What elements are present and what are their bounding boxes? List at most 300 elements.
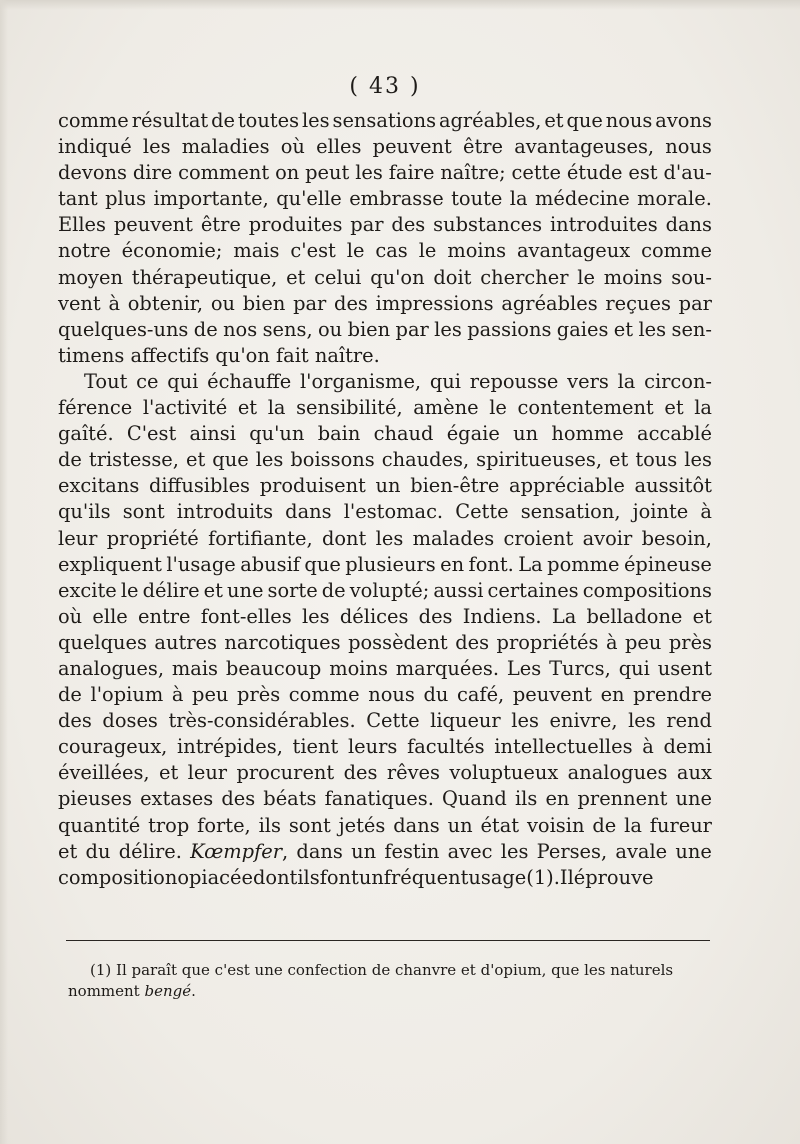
word: plus [105, 187, 147, 211]
word: la [509, 187, 528, 211]
word: rêves [386, 761, 440, 785]
word: aussi [433, 578, 484, 602]
word: moins [603, 265, 663, 289]
word: la [624, 813, 642, 837]
word: la [267, 396, 286, 420]
word: de [211, 109, 235, 132]
word: près [237, 683, 281, 707]
word: et [692, 604, 712, 628]
word: et [185, 448, 206, 472]
word: chaudes, [381, 448, 470, 472]
footnote-term: bengé [144, 982, 192, 1000]
word: en [600, 683, 625, 707]
text-line [58, 760, 712, 786]
word: comme [58, 109, 129, 132]
word: par [678, 291, 712, 315]
word: le [418, 239, 437, 263]
word: férence [58, 396, 133, 420]
text-line [58, 813, 712, 839]
word: une [675, 787, 712, 811]
word: repousse [469, 369, 559, 393]
word: fortifiante, [208, 526, 313, 550]
word: prendre [633, 683, 712, 707]
word: accablé [637, 422, 712, 446]
word: qui [618, 656, 650, 680]
word: tient [292, 735, 339, 759]
word: toute [451, 187, 503, 211]
word: jetés [338, 813, 386, 837]
word: économie; [121, 239, 223, 263]
word: nous [368, 683, 415, 707]
word: chaud [373, 422, 434, 446]
word: le [120, 578, 139, 602]
word: Kœmpfer, [190, 839, 289, 863]
word: l'estomac. [343, 500, 444, 524]
word: de [58, 448, 82, 472]
word: l'organisme, [299, 369, 422, 393]
text-line [58, 786, 712, 812]
word: amène [413, 396, 479, 420]
word: importante, [153, 187, 269, 211]
word: obtenir, [127, 291, 204, 315]
word: usent [657, 656, 712, 680]
word: et [664, 396, 684, 420]
word: propriétés [496, 630, 599, 654]
word: nous [665, 135, 712, 159]
word: Cette [366, 709, 420, 733]
word: café, [456, 683, 505, 707]
word: malades [412, 526, 495, 550]
word: enivre, [549, 709, 618, 733]
word: étude [566, 161, 623, 185]
word: bien [347, 317, 391, 341]
word: certaines [487, 578, 579, 602]
word: moins [329, 656, 388, 680]
word: par [395, 317, 429, 341]
word: épineuse [623, 552, 712, 576]
text-line [58, 395, 712, 421]
word: tristesse, [88, 448, 179, 472]
footnote-separator [66, 940, 710, 941]
word: pieuses [58, 787, 132, 811]
word: et [158, 761, 179, 785]
word: La [518, 552, 543, 576]
word: expliquent [58, 552, 162, 576]
word: par [350, 213, 384, 237]
word: procurent [236, 761, 335, 785]
word: des [58, 709, 92, 733]
word: médecine [534, 187, 630, 211]
word: Tout [84, 369, 128, 393]
word: peuvent [113, 213, 193, 237]
word: passions [467, 317, 552, 341]
word: nos [223, 317, 258, 341]
word: une [675, 839, 712, 863]
word: et [609, 448, 629, 472]
word: ainsi [189, 422, 236, 446]
word: qu'un [249, 422, 305, 446]
word: être [200, 213, 241, 237]
word: C'est [126, 422, 177, 446]
word: dont [321, 526, 367, 550]
text-line [58, 526, 712, 552]
text-line-last [58, 865, 712, 891]
word: diffusibles [148, 474, 251, 498]
word: quantité [58, 813, 141, 837]
word: égaie [446, 422, 500, 446]
word: l'usage [166, 552, 236, 576]
word: demi [663, 735, 712, 759]
word: délire [142, 578, 200, 602]
word: spiritueuses, [476, 448, 602, 472]
word: et [613, 317, 634, 341]
word: les [628, 709, 656, 733]
person-name: Kœmpfer [190, 839, 282, 863]
text-line-content: timens affectifs qu'on fait naître. [58, 343, 380, 367]
footnote-line-2 [68, 981, 712, 1002]
body-text [58, 108, 712, 891]
word: les [434, 317, 462, 341]
word: peuvent [512, 683, 592, 707]
word: nous [605, 109, 653, 132]
word: forte, [197, 813, 251, 837]
word: substances [433, 213, 543, 237]
word: que [304, 552, 341, 576]
word: excite [58, 578, 117, 602]
word: possèdent [348, 630, 448, 654]
word: voisin [526, 813, 585, 837]
word: avec [447, 839, 493, 863]
word: doses [102, 709, 158, 733]
word: ils [258, 813, 281, 837]
word: très-considérables. [168, 709, 356, 733]
word: beaucoup [225, 656, 322, 680]
word: extases [140, 787, 214, 811]
word: comment [178, 161, 270, 185]
word: sont [122, 500, 165, 524]
word: avale [615, 839, 668, 863]
word: abusif [240, 552, 300, 576]
word: moyen [58, 265, 123, 289]
text-line [58, 160, 712, 186]
word: liqueur [430, 709, 501, 733]
word: facultés [407, 735, 485, 759]
word: les [301, 109, 330, 132]
word: comme [641, 239, 712, 263]
word: les [500, 839, 529, 863]
word: sou- [671, 265, 712, 289]
word: courageux, [58, 735, 168, 759]
text-line [58, 186, 712, 212]
word: bien-être [410, 474, 500, 498]
word: peuvent [372, 135, 452, 159]
word: qu'on [370, 265, 425, 289]
word: échauffe [207, 369, 292, 393]
word: devons [58, 161, 127, 185]
text-line [58, 369, 712, 395]
word: entre [138, 604, 191, 628]
word: voluptueux [449, 761, 559, 785]
word: fanatiques. [324, 787, 434, 811]
word: Les [506, 656, 542, 680]
word: boissons [290, 448, 375, 472]
text-line [58, 839, 712, 865]
word: vent [58, 291, 101, 315]
text-line [58, 317, 712, 343]
word: un [513, 422, 539, 446]
word: Perses, [536, 839, 608, 863]
word: les [375, 526, 404, 550]
footnote-suffix: . [191, 982, 196, 1000]
word: prennent [577, 787, 668, 811]
word: tant [58, 187, 98, 211]
word: introduits [176, 500, 274, 524]
word: qui [429, 369, 461, 393]
word: bien [242, 291, 286, 315]
word: fureur [649, 813, 712, 837]
word: produisent [259, 474, 366, 498]
word: intrépides, [177, 735, 283, 759]
word: reçues [605, 291, 671, 315]
text-line [58, 108, 712, 134]
word: d'au- [663, 161, 712, 185]
word: avantageux [516, 239, 631, 263]
word: leur [187, 761, 228, 785]
text-line [58, 656, 712, 682]
text-line [58, 708, 712, 734]
word: où [280, 135, 305, 159]
word: sensations [332, 109, 437, 132]
word: ou [318, 317, 343, 341]
text-line [58, 682, 712, 708]
word: quelques-uns [58, 317, 189, 341]
word: homme [551, 422, 624, 446]
word: la [694, 396, 712, 420]
word: sont [288, 813, 331, 837]
word: plusieurs [345, 552, 436, 576]
word: avoir [582, 526, 633, 550]
word: de [321, 578, 346, 602]
word: les [301, 604, 330, 628]
word: peu [625, 630, 662, 654]
word: à [108, 291, 121, 315]
text-line [58, 265, 712, 291]
word: jointe [632, 500, 689, 524]
page-top-shadow [0, 0, 800, 10]
word: des [334, 291, 368, 315]
footnote [68, 960, 712, 1002]
word: des [455, 630, 490, 654]
word: de [58, 683, 82, 707]
word: une [227, 578, 264, 602]
word: Quand [442, 787, 507, 811]
word: agréables [501, 291, 598, 315]
word: indiqué [58, 135, 132, 159]
word: produites [248, 213, 343, 237]
word: morale. [637, 187, 712, 211]
word: dire [132, 161, 173, 185]
word: que [212, 448, 249, 472]
text-line [58, 578, 712, 604]
word: et [58, 839, 78, 863]
word: est [628, 161, 658, 185]
word: trop [148, 813, 190, 837]
word: avantageuses, [514, 135, 655, 159]
text-line [58, 499, 712, 525]
word: un [351, 839, 377, 863]
word: ou [210, 291, 236, 315]
word: rend [666, 709, 712, 733]
word: thérapeutique, [131, 265, 278, 289]
word: comme [288, 683, 360, 707]
word: en [545, 787, 570, 811]
word: circon- [644, 369, 712, 393]
word: à [605, 630, 618, 654]
word: l'activité [142, 396, 228, 420]
word: analogues, [58, 656, 164, 680]
word: dans [665, 213, 712, 237]
footnote-prefix: nomment [68, 982, 145, 1000]
word: mais [233, 239, 280, 263]
word: qu'elle [276, 187, 342, 211]
word: bain [317, 422, 361, 446]
word: pomme [547, 552, 620, 576]
word: ce [136, 369, 159, 393]
word: Elles [58, 213, 106, 237]
word: des [221, 787, 256, 811]
text-line [58, 604, 712, 630]
word: agréables, [438, 109, 542, 132]
word: à [171, 683, 184, 707]
word: du [423, 683, 449, 707]
word: doit [433, 265, 472, 289]
text-line [58, 291, 712, 317]
text-line [58, 134, 712, 160]
word: appréciable [509, 474, 625, 498]
text-line [58, 421, 712, 447]
word: par [293, 291, 327, 315]
word: sensibilité, [296, 396, 403, 420]
footnote-line-1: (1) Il paraît que c'est une confection de chanvre et d'opium, que les naturels [90, 961, 674, 979]
word: qu'ils [58, 500, 111, 524]
word: sensation, [520, 500, 621, 524]
word: peut [305, 161, 350, 185]
word: contentement [517, 396, 654, 420]
text-line [58, 447, 712, 473]
word: Turcs, [549, 656, 611, 680]
word: mais [171, 656, 218, 680]
word: c'est [290, 239, 336, 263]
word: aussitôt [634, 474, 712, 498]
word: le [489, 396, 507, 420]
word: excitans [58, 474, 140, 498]
word: chercher [480, 265, 569, 289]
word: dans [393, 813, 440, 837]
word: béats [263, 787, 317, 811]
text-line [58, 630, 712, 656]
word: des [391, 213, 426, 237]
word: que [566, 109, 603, 132]
word: l'opium [90, 683, 164, 707]
word: de [592, 813, 617, 837]
text-line [58, 212, 712, 238]
page-number: ( 43 ) [349, 74, 421, 99]
text-line [58, 552, 712, 578]
word: et [237, 396, 258, 420]
text-line [58, 473, 712, 499]
word: à [700, 500, 712, 524]
text-line [58, 238, 712, 264]
word: maladies [181, 135, 270, 159]
word: compositionopiacéedontilsfontunfréquentusage(1).Iléprouve [58, 865, 654, 889]
word: qui [167, 369, 199, 393]
word: toutes [237, 109, 300, 132]
word: gaîté. [58, 422, 114, 446]
word: notre [58, 239, 111, 263]
text-line [58, 343, 712, 369]
word: celui [314, 265, 362, 289]
word: faire [388, 161, 435, 185]
word: le [346, 239, 365, 263]
word: où [58, 604, 83, 628]
word: éveillées, [58, 761, 150, 785]
word: cas [375, 239, 408, 263]
word: leurs [347, 735, 398, 759]
word: et [286, 265, 306, 289]
word: des [418, 604, 453, 628]
word: on [275, 161, 300, 185]
word: embrasse [349, 187, 444, 211]
word: sen- [671, 317, 712, 341]
word: les [684, 448, 712, 472]
word: et [544, 109, 564, 132]
word: des [343, 761, 378, 785]
word: font. [468, 552, 514, 576]
word: à [642, 735, 654, 759]
paragraph-1 [58, 108, 712, 369]
word: leur [58, 526, 98, 550]
word: naître; [440, 161, 506, 185]
word: état [480, 813, 520, 837]
word: près [668, 630, 712, 654]
word: impressions [375, 291, 494, 315]
word: festin [384, 839, 440, 863]
paragraph-2 [58, 369, 712, 865]
word: sorte [267, 578, 318, 602]
word: propriété [106, 526, 199, 550]
word: peu [192, 683, 229, 707]
word: croient [503, 526, 574, 550]
word: font-elles [200, 604, 292, 628]
word: dans [296, 839, 343, 863]
word: en [440, 552, 465, 576]
word: quelques [58, 630, 147, 654]
word: gaies [556, 317, 609, 341]
word: et [203, 578, 223, 602]
word: dans [285, 500, 332, 524]
word: un [375, 474, 401, 498]
word: introduites [549, 213, 658, 237]
word: du [85, 839, 111, 863]
word: résultat [131, 109, 209, 132]
word: elles [316, 135, 362, 159]
word: compositions [582, 578, 712, 602]
word: autres [154, 630, 217, 654]
word: narcotiques [224, 630, 341, 654]
word: Indiens. [462, 604, 542, 628]
word: aux [676, 761, 712, 785]
word: volupté; [349, 578, 430, 602]
